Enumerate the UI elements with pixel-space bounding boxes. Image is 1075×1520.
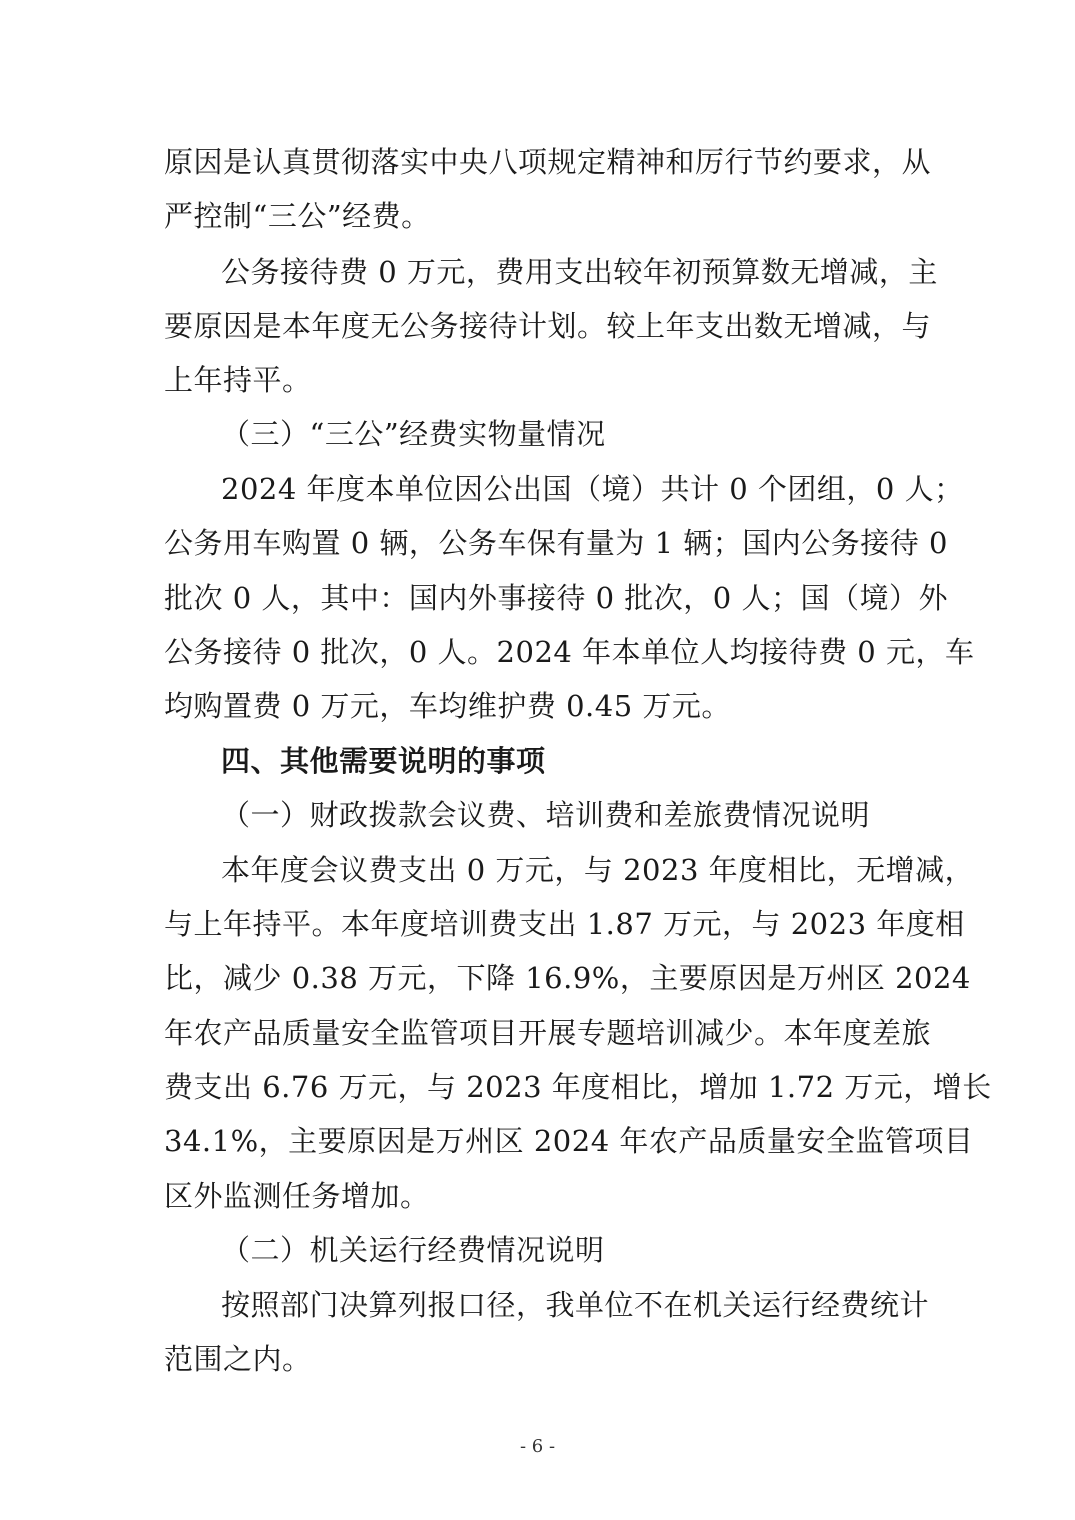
body-text-line: 与上年持平。本年度培训费支出 1.87 万元，与 2023 年度相 [164,907,965,941]
body-text-line: 年农产品质量安全监管项目开展专题培训减少。本年度差旅 [164,1016,932,1050]
body-text-line: 公务用车购置 0 辆，公务车保有量为 1 辆；国内公务接待 0 [164,526,948,560]
body-text-line: 严控制“三公”经费。 [164,199,431,233]
body-text-line: 范围之内。 [164,1342,312,1376]
section-heading: 四、其他需要说明的事项 [221,744,546,778]
body-text-line: 上年持平。 [164,363,312,397]
section-subheading: （二）机关运行经费情况说明 [221,1233,605,1267]
section-subheading: （一）财政拨款会议费、培训费和差旅费情况说明 [221,798,871,832]
body-text-line: 本年度会议费支出 0 万元，与 2023 年度相比，无增减， [221,853,975,887]
body-text-line: 均购置费 0 万元，车均维护费 0.45 万元。 [164,689,731,723]
body-text-line: 要原因是本年度无公务接待计划。较上年支出数无增减，与 [164,309,932,343]
body-text-line: 公务接待 0 批次，0 人。2024 年本单位人均接待费 0 元，车 [164,635,975,669]
page-number: - 6 - [519,1436,556,1457]
body-text-line: 费支出 6.76 万元，与 2023 年度相比，增加 1.72 万元，增长 [164,1070,992,1104]
body-text-line: 原因是认真贯彻落实中央八项规定精神和厉行节约要求，从 [164,145,932,179]
body-text-line: 2024 年度本单位因公出国（境）共计 0 个团组，0 人； [221,472,964,506]
section-subheading: （三）“三公”经费实物量情况 [221,417,606,451]
body-text-line: 34.1%，主要原因是万州区 2024 年农产品质量安全监管项目 [164,1124,974,1158]
body-text-line: 比，减少 0.38 万元，下降 16.9%，主要原因是万州区 2024 [164,961,971,995]
body-text-line: 公务接待费 0 万元，费用支出较年初预算数无增减，主 [221,255,938,289]
body-text-line: 批次 0 人，其中：国内外事接待 0 批次，0 人；国（境）外 [164,581,948,615]
body-text-line: 按照部门决算列报口径，我单位不在机关运行经费统计 [221,1288,930,1322]
body-text-line: 区外监测任务增加。 [164,1179,430,1213]
